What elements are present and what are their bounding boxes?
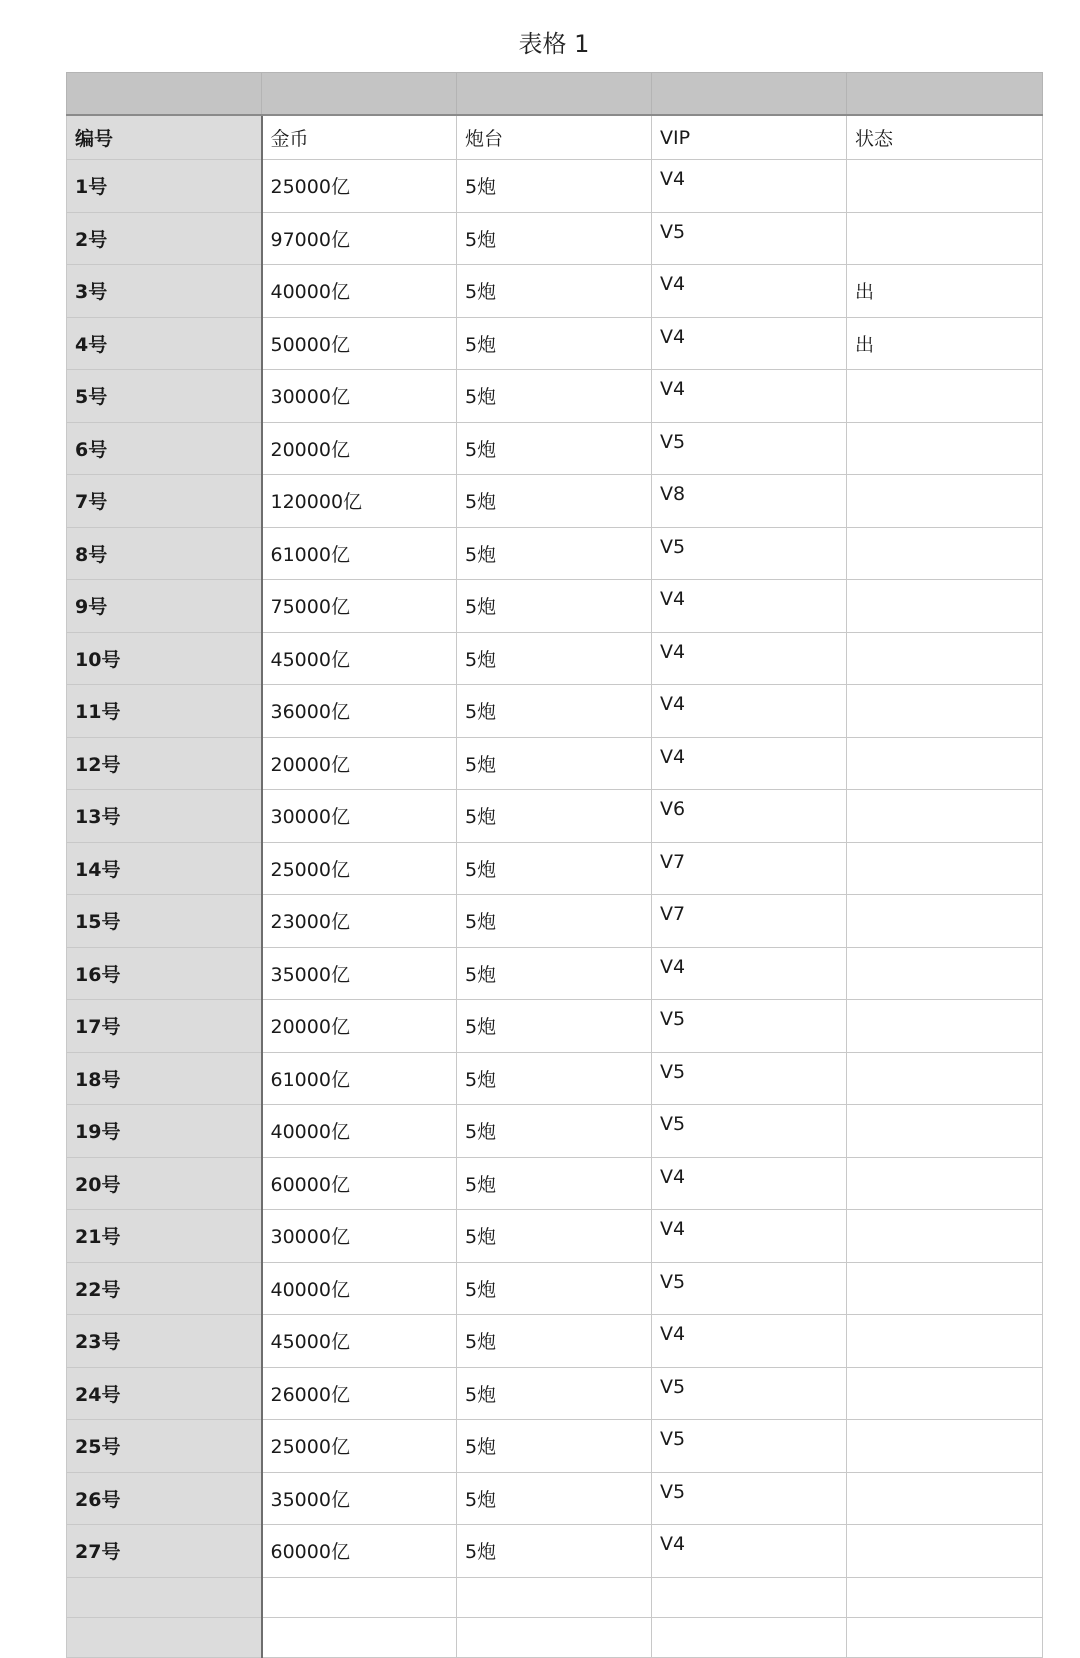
table-row <box>67 527 1043 580</box>
header-band-cell[interactable] <box>457 73 652 116</box>
coins-cell[interactable]: 40000亿 <box>262 1105 457 1158</box>
turret-cell[interactable]: 5炮 <box>457 947 652 1000</box>
status-cell[interactable] <box>847 1105 1043 1158</box>
coins-cell[interactable]: 20000亿 <box>262 737 457 790</box>
coins-cell[interactable]: 60000亿 <box>262 1525 457 1578</box>
status-cell[interactable] <box>847 1472 1043 1525</box>
id-cell[interactable]: 24号 <box>67 1367 262 1420</box>
status-cell[interactable] <box>847 895 1043 948</box>
table-row <box>67 1315 1043 1368</box>
table-row <box>67 1525 1043 1578</box>
vip-cell[interactable]: V4 <box>652 1210 847 1263</box>
empty-turret-cell[interactable] <box>457 1577 652 1617</box>
header-id-cell[interactable]: 编号 <box>67 115 262 160</box>
vip-cell[interactable]: V4 <box>652 737 847 790</box>
coins-cell[interactable]: 61000亿 <box>262 527 457 580</box>
id-cell[interactable]: 16号 <box>67 947 262 1000</box>
header-band-cell[interactable] <box>652 73 847 116</box>
status-cell[interactable]: 出 <box>847 265 1043 318</box>
coins-cell[interactable]: 25000亿 <box>262 842 457 895</box>
vip-cell[interactable]: V6 <box>652 790 847 843</box>
id-cell[interactable]: 1号 <box>67 160 262 213</box>
vip-cell[interactable]: V5 <box>652 1262 847 1315</box>
coins-cell[interactable]: 61000亿 <box>262 1052 457 1105</box>
empty-row <box>67 1617 1043 1657</box>
status-cell[interactable] <box>847 1367 1043 1420</box>
table-row <box>67 842 1043 895</box>
vip-cell[interactable]: V4 <box>652 632 847 685</box>
id-cell[interactable]: 15号 <box>67 895 262 948</box>
coins-cell[interactable]: 25000亿 <box>262 1420 457 1473</box>
status-cell[interactable] <box>847 422 1043 475</box>
vip-cell[interactable]: V5 <box>652 1000 847 1053</box>
table-row <box>67 1420 1043 1473</box>
turret-cell[interactable]: 5炮 <box>457 895 652 948</box>
vip-cell[interactable]: V4 <box>652 317 847 370</box>
id-cell[interactable]: 17号 <box>67 1000 262 1053</box>
vip-cell[interactable]: V5 <box>652 1420 847 1473</box>
table-row <box>67 947 1043 1000</box>
empty-status-cell[interactable] <box>847 1617 1043 1657</box>
id-cell[interactable]: 12号 <box>67 737 262 790</box>
vip-cell[interactable]: V4 <box>652 580 847 633</box>
vip-cell[interactable]: V8 <box>652 475 847 528</box>
coins-cell[interactable]: 30000亿 <box>262 790 457 843</box>
id-cell[interactable]: 3号 <box>67 265 262 318</box>
coins-cell[interactable]: 36000亿 <box>262 685 457 738</box>
id-cell[interactable]: 19号 <box>67 1105 262 1158</box>
vip-cell[interactable]: V5 <box>652 1367 847 1420</box>
table-row <box>67 1157 1043 1210</box>
id-cell[interactable]: 13号 <box>67 790 262 843</box>
status-cell[interactable] <box>847 1525 1043 1578</box>
vip-cell[interactable]: V5 <box>652 1472 847 1525</box>
status-cell[interactable] <box>847 685 1043 738</box>
status-cell[interactable] <box>847 527 1043 580</box>
header-band-cell[interactable] <box>847 73 1043 116</box>
status-cell[interactable] <box>847 475 1043 528</box>
table-row <box>67 737 1043 790</box>
status-cell[interactable] <box>847 1262 1043 1315</box>
turret-cell[interactable]: 5炮 <box>457 1052 652 1105</box>
empty-vip-cell[interactable] <box>652 1617 847 1657</box>
id-cell[interactable]: 9号 <box>67 580 262 633</box>
vip-cell[interactable]: V4 <box>652 1525 847 1578</box>
vip-cell[interactable]: V5 <box>652 1105 847 1158</box>
id-cell[interactable]: 6号 <box>67 422 262 475</box>
coins-cell[interactable]: 50000亿 <box>262 317 457 370</box>
empty-row <box>67 1577 1043 1617</box>
status-cell[interactable] <box>847 1157 1043 1210</box>
column-header-row <box>67 115 1043 160</box>
coins-cell[interactable]: 120000亿 <box>262 475 457 528</box>
table-row <box>67 317 1043 370</box>
id-cell[interactable]: 25号 <box>67 1420 262 1473</box>
turret-cell[interactable]: 5炮 <box>457 1000 652 1053</box>
table-row <box>67 895 1043 948</box>
status-cell[interactable] <box>847 842 1043 895</box>
vip-cell[interactable]: V5 <box>652 422 847 475</box>
coins-cell[interactable]: 60000亿 <box>262 1157 457 1210</box>
status-cell[interactable] <box>847 737 1043 790</box>
table-row <box>67 422 1043 475</box>
turret-cell[interactable]: 5炮 <box>457 1262 652 1315</box>
status-cell[interactable] <box>847 1052 1043 1105</box>
table-row <box>67 265 1043 318</box>
turret-cell[interactable]: 5炮 <box>457 685 652 738</box>
turret-cell[interactable]: 5炮 <box>457 527 652 580</box>
table-row <box>67 1000 1043 1053</box>
coins-cell[interactable]: 45000亿 <box>262 1315 457 1368</box>
id-cell[interactable]: 26号 <box>67 1472 262 1525</box>
table-row <box>67 1367 1043 1420</box>
table-row <box>67 632 1043 685</box>
turret-cell[interactable]: 5炮 <box>457 1420 652 1473</box>
vip-cell[interactable]: V4 <box>652 265 847 318</box>
turret-cell[interactable]: 5炮 <box>457 1210 652 1263</box>
coins-cell[interactable]: 40000亿 <box>262 265 457 318</box>
empty-id-cell[interactable] <box>67 1617 262 1657</box>
vip-cell[interactable]: V5 <box>652 1052 847 1105</box>
id-cell[interactable]: 21号 <box>67 1210 262 1263</box>
turret-cell[interactable]: 5炮 <box>457 160 652 213</box>
vip-cell[interactable]: V5 <box>652 527 847 580</box>
turret-cell[interactable]: 5炮 <box>457 1157 652 1210</box>
coins-cell[interactable]: 75000亿 <box>262 580 457 633</box>
header-band-row <box>67 73 1043 116</box>
id-cell[interactable]: 14号 <box>67 842 262 895</box>
coins-cell[interactable]: 35000亿 <box>262 947 457 1000</box>
id-cell[interactable]: 10号 <box>67 632 262 685</box>
header-coins-cell[interactable]: 金币 <box>262 115 457 160</box>
table-row <box>67 580 1043 633</box>
status-cell[interactable] <box>847 1000 1043 1053</box>
id-cell[interactable]: 18号 <box>67 1052 262 1105</box>
coins-cell[interactable]: 97000亿 <box>262 212 457 265</box>
id-cell[interactable]: 4号 <box>67 317 262 370</box>
id-cell[interactable]: 8号 <box>67 527 262 580</box>
turret-cell[interactable]: 5炮 <box>457 790 652 843</box>
table-row <box>67 1105 1043 1158</box>
status-cell[interactable] <box>847 160 1043 213</box>
header-status-cell[interactable]: 状态 <box>847 115 1043 160</box>
status-cell[interactable] <box>847 212 1043 265</box>
status-cell[interactable] <box>847 580 1043 633</box>
table-row <box>67 370 1043 423</box>
empty-id-cell[interactable] <box>67 1577 262 1617</box>
vip-cell[interactable]: V4 <box>652 1157 847 1210</box>
status-cell[interactable] <box>847 1315 1043 1368</box>
turret-cell[interactable]: 5炮 <box>457 737 652 790</box>
table-row <box>67 475 1043 528</box>
turret-cell[interactable]: 5炮 <box>457 265 652 318</box>
header-band-cell[interactable] <box>262 73 457 116</box>
turret-cell[interactable]: 5炮 <box>457 1315 652 1368</box>
coins-cell[interactable]: 45000亿 <box>262 632 457 685</box>
turret-cell[interactable]: 5炮 <box>457 632 652 685</box>
table-row <box>67 685 1043 738</box>
empty-status-cell[interactable] <box>847 1577 1043 1617</box>
turret-cell[interactable]: 5炮 <box>457 1367 652 1420</box>
table-row <box>67 790 1043 843</box>
turret-cell[interactable]: 5炮 <box>457 580 652 633</box>
vip-cell[interactable]: V4 <box>652 685 847 738</box>
id-cell[interactable]: 22号 <box>67 1262 262 1315</box>
table-title: 表格 1 <box>518 30 590 58</box>
vip-cell[interactable]: V4 <box>652 1315 847 1368</box>
vip-cell[interactable]: V7 <box>652 895 847 948</box>
id-cell[interactable]: 2号 <box>67 212 262 265</box>
coins-cell[interactable]: 26000亿 <box>262 1367 457 1420</box>
status-cell[interactable]: 出 <box>847 317 1043 370</box>
header-band-cell[interactable] <box>67 73 262 116</box>
turret-cell[interactable]: 5炮 <box>457 1525 652 1578</box>
status-cell[interactable] <box>847 947 1043 1000</box>
table-row <box>67 1472 1043 1525</box>
empty-vip-cell[interactable] <box>652 1577 847 1617</box>
turret-cell[interactable]: 5炮 <box>457 317 652 370</box>
status-cell[interactable] <box>847 1210 1043 1263</box>
table-row <box>67 1262 1043 1315</box>
turret-cell[interactable]: 5炮 <box>457 475 652 528</box>
status-cell[interactable] <box>847 632 1043 685</box>
turret-cell[interactable]: 5炮 <box>457 212 652 265</box>
table-row <box>67 160 1043 213</box>
coins-cell[interactable]: 40000亿 <box>262 1262 457 1315</box>
status-cell[interactable] <box>847 370 1043 423</box>
table-row <box>67 212 1043 265</box>
id-cell[interactable]: 27号 <box>67 1525 262 1578</box>
coins-cell[interactable]: 23000亿 <box>262 895 457 948</box>
vip-cell[interactable]: V5 <box>652 212 847 265</box>
vip-cell[interactable]: V4 <box>652 160 847 213</box>
turret-cell[interactable]: 5炮 <box>457 370 652 423</box>
empty-coins-cell[interactable] <box>262 1577 457 1617</box>
id-cell[interactable]: 5号 <box>67 370 262 423</box>
vip-cell[interactable]: V4 <box>652 947 847 1000</box>
header-vip-cell[interactable]: VIP <box>652 115 847 160</box>
vip-cell[interactable]: V7 <box>652 842 847 895</box>
spreadsheet-table <box>66 72 1043 1658</box>
id-cell[interactable]: 7号 <box>67 475 262 528</box>
status-cell[interactable] <box>847 790 1043 843</box>
turret-cell[interactable]: 5炮 <box>457 422 652 475</box>
coins-cell[interactable]: 20000亿 <box>262 422 457 475</box>
id-cell[interactable]: 23号 <box>67 1315 262 1368</box>
turret-cell[interactable]: 5炮 <box>457 1472 652 1525</box>
header-turret-cell[interactable]: 炮台 <box>457 115 652 160</box>
empty-coins-cell[interactable] <box>262 1617 457 1657</box>
id-cell[interactable]: 11号 <box>67 685 262 738</box>
table-row <box>67 1052 1043 1105</box>
vip-cell[interactable]: V4 <box>652 370 847 423</box>
coins-cell[interactable]: 25000亿 <box>262 160 457 213</box>
empty-turret-cell[interactable] <box>457 1617 652 1657</box>
status-cell[interactable] <box>847 1420 1043 1473</box>
id-cell[interactable]: 20号 <box>67 1157 262 1210</box>
coins-cell[interactable]: 30000亿 <box>262 370 457 423</box>
coins-cell[interactable]: 20000亿 <box>262 1000 457 1053</box>
turret-cell[interactable]: 5炮 <box>457 842 652 895</box>
table-row <box>67 1210 1043 1263</box>
turret-cell[interactable]: 5炮 <box>457 1105 652 1158</box>
coins-cell[interactable]: 30000亿 <box>262 1210 457 1263</box>
coins-cell[interactable]: 35000亿 <box>262 1472 457 1525</box>
